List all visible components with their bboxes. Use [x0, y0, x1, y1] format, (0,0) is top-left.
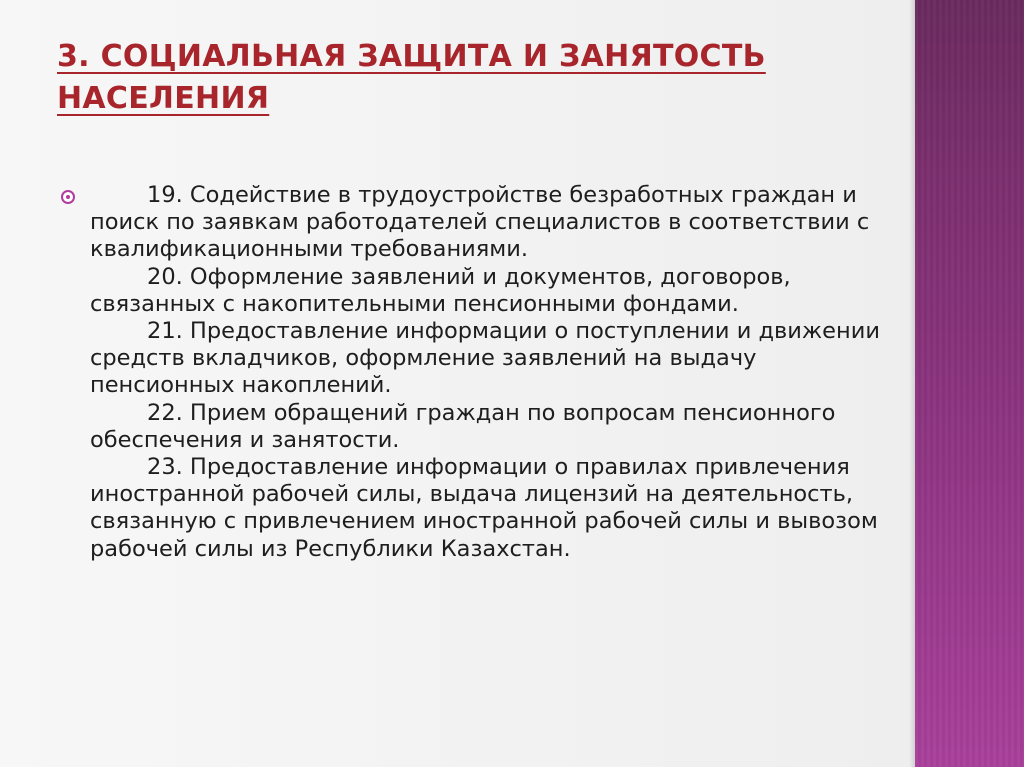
title-line-1: 3. СОЦИАЛЬНАЯ ЗАЩИТА И ЗАНЯТОСТЬ — [57, 39, 766, 74]
list-item-19: 19. Содействие в трудоустройстве безработных граждан и поиск по заявкам работодателей специалистов в соответствии с квалификационными требованиями. — [90, 182, 870, 263]
list-item-21: 21. Предоставление информации о поступлении и движении средств вкладчиков, оформление заявлений на выдачу пенсионных накоплений. — [90, 318, 880, 399]
radio-bullet-icon — [61, 190, 75, 204]
title-line-2: НАСЕЛЕНИЯ — [57, 81, 270, 116]
list-item-23: 23. Предоставление информации о правилах привлечения иностранной рабочей силы, выдача лицензий на деятельность, связанную с привлечением иностранной рабочей силы и вывозом рабочей силы из Республики Казахстан. — [90, 454, 878, 562]
decorative-side-strip — [915, 0, 1024, 767]
slide-body — [90, 182, 890, 563]
list-item-20: 20. Оформление заявлений и документов, договоров, связанных с накопительными пенсионными фондами. — [90, 263, 791, 317]
slide-title — [57, 36, 817, 120]
list-item-22: 22. Прием обращений граждан по вопросам пенсионного обеспечения и занятости. — [90, 399, 836, 453]
